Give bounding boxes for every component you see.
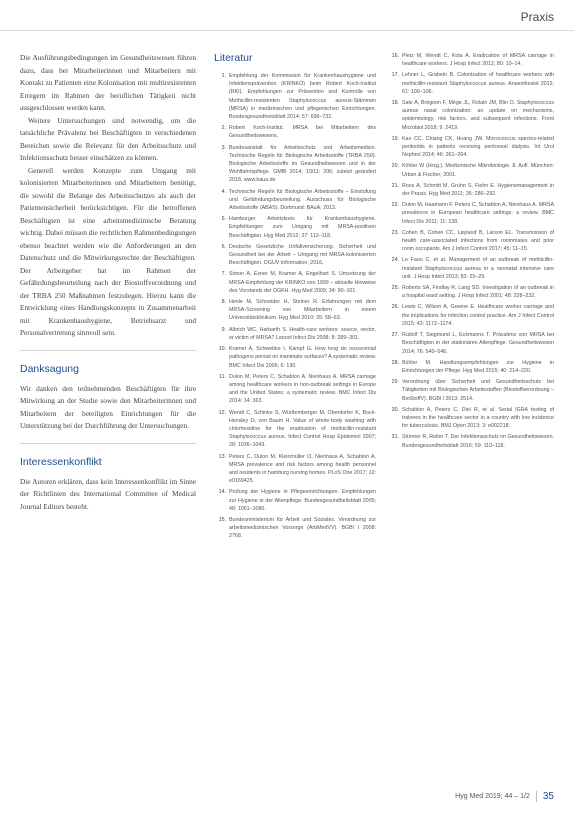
- reference-text: Empfehlung der Kommission für Krankenhaushygiene und Infektionsprävention (KRINKO) beim Robert Koch-Institut (RKI). Empfehlungen zur Prävention und Kontrolle von Methicillin-resistenten Staphylococcus aureus-Stämmen (MRSA) in medizinischen und pflegerischen Einrichtungen. Bundesgesundheitsblatt 2014; 57: 696–732.: [229, 73, 376, 121]
- reference-item: [387, 406, 554, 431]
- reference-number: 6.: [221, 243, 226, 250]
- reference-number: 20.: [391, 163, 399, 170]
- acknowledgement-heading: Danksagung: [20, 362, 79, 375]
- reference-list: [387, 52, 554, 450]
- reference-item: [387, 71, 554, 96]
- reference-text: Prüfung der Hygiene in Pflegeeinrichtungen. Empfehlungen zur Hygiene in der Altenpflege. Bundesgesundheitsblatt 2005; 48: 1061–1080.: [229, 489, 376, 512]
- reference-item: [214, 298, 376, 323]
- reference-item: [387, 433, 554, 449]
- reference-item: [387, 284, 554, 300]
- reference-item: [387, 331, 554, 356]
- reference-number: 13.: [218, 453, 226, 460]
- section-divider: [20, 350, 196, 351]
- references-column-1: [214, 52, 376, 544]
- reference-number: 31.: [391, 434, 399, 441]
- reference-number: 21.: [391, 182, 399, 189]
- page-footer: [455, 791, 554, 802]
- conflict-heading: Interessenkonflikt: [20, 455, 102, 468]
- reference-text: Hamburger Arbeitskreis für Krankenhaushygiene. Empfehlungen zum Umgang mit MRSA-positiven Beschäftigten. Hyg Med 2012; 37: 112–118.: [229, 216, 376, 239]
- reference-number: 1.: [221, 73, 226, 79]
- reference-text: Henle M, Schneider H, Steiner R. Erfahrungen mit dem MRSA-Screening von Mitarbeitern in einem Universitätsklinikum. Hyg Med 2010; 35: 58–63.: [229, 299, 376, 322]
- reference-text: Schablon A, Peters C, Diel R, et al. Serial IGRA testing of trainees in the healthcare sector in a country with low incidence for tuberculosis. BMJ Open 2013; 3: e002218.: [402, 406, 554, 430]
- references-column-2: [387, 52, 554, 453]
- reference-number: 15.: [218, 516, 226, 523]
- reference-item: [214, 243, 376, 268]
- reference-number: 12.: [218, 409, 226, 416]
- reference-text: Stürmer R, Reiter T. Der Infektionsschutz im Gesundheitswesen. Bundesgesundheitsblatt 2016; 59: 110–118.: [402, 434, 554, 449]
- reference-number: 30.: [391, 406, 399, 413]
- reference-text: Verordnung über Sicherheit und Gesundheitsschutz bei Tätigkeiten mit Biologischen Arbeitsstoffen (Biostoffverordnung – BioStoffV). BGBl I 2013: 2514.: [402, 379, 554, 402]
- reference-text: Roberts SA, Findlay R, Lang SD. Investigation of an outbreak in a hospital ward setting. J Hosp Infect 2001; 48: 228–232.: [402, 285, 554, 300]
- page-number: 35: [536, 791, 554, 802]
- reference-number: 19.: [391, 135, 399, 142]
- reference-number: 18.: [391, 100, 399, 107]
- reference-number: 7.: [221, 271, 226, 278]
- reference-text: Bühler M. Handlungsempfehlungen zur Hygiene in Einrichtungen der Pflege. Hyg Med 2015; 40: 214–220.: [402, 359, 554, 374]
- reference-text: Rudolf T, Siegmund L, Eckmanns T. Prävalenz von MRSA bei Beschäftigten in der stationären Altenpflege. Gesundheitswesen 2014; 76: 540–546.: [402, 332, 554, 355]
- reference-number: 22.: [391, 202, 399, 209]
- reference-number: 5.: [221, 216, 226, 223]
- reference-text: Köhler W (Hrsg.). Medizinische Mikrobiologie. 8. Aufl. München: Urban & Fischer; 2001.: [402, 163, 554, 178]
- reference-number: 3.: [221, 144, 226, 151]
- reference-text: Kao CC, Chiang CK, Huang JW. Micrococcus species-related peritonitis in patients receiving peritoneal dialysis. Int Urol Nephrol 2014; 46: 261–264.: [402, 135, 554, 159]
- reference-text: Dulon M, Peters C, Schablon A, Nienhaus A. MRSA carriage among healthcare workers in non-outbreak settings in Europe and the United States: a systematic review. BMC Infect Dis 2014; 14: 363.: [229, 373, 376, 405]
- reference-item: [387, 229, 554, 254]
- reference-number: 2.: [221, 125, 226, 132]
- body-paragraph: Weitere Untersuchungen sind notwendig, um die tatsächliche Prävalenz bei Beschäftigten in verschiedenen Bereichen sowie die Relevanz für den Arbeitsschutz und Infektionsschutz besser einschätzen zu können.: [20, 115, 196, 162]
- reference-number: 26.: [391, 304, 399, 311]
- reference-number: 14.: [218, 489, 226, 496]
- reference-item: [387, 162, 554, 178]
- reference-text: Wendt C, Schinke S, Württemberger M, Oberdorfer K, Bock-Hensley O, von Baum H. Value of whole-body washing with chlorhexidine for the eradication of methicillin-resistant Staphylococcus aureus. Infect Control Hosp Epidemiol 2007; 28: 1036–1043.: [229, 409, 376, 449]
- reference-number: 29.: [391, 379, 399, 386]
- reference-item: [214, 453, 376, 486]
- reference-item: [387, 359, 554, 375]
- section-divider: [20, 443, 196, 444]
- reference-item: [214, 270, 376, 295]
- reference-number: 28.: [391, 359, 399, 366]
- reference-text: Peters C, Dulon M, Kleinmüller O, Nienhaus A, Schablon A. MRSA prevalence and risk factors among health personnel and residents in hamburg nursing homes. PLoS One 2017; 12: e0169425.: [229, 453, 376, 485]
- body-paragraph: Die Ausführungsbedingungen im Gesundheitswesen führen dazu, dass bei Mitarbeiterinnen und Mitarbeitern mit Kontakt zu Patienten eine Kolonisation mit multiresistenten Erregern im Rahmen der beruflichen Tätigkeit nicht ausgeschlossen werden kann.: [20, 53, 196, 112]
- reference-number: 8.: [221, 299, 226, 306]
- left-column: [20, 52, 196, 513]
- reference-item: [214, 215, 376, 240]
- reference-text: Deutsche Gesetzliche Unfallversicherung. Sicherheit und Gesundheit bei der Arbeit – Umgang mit MRSA-kolonisierten Beschäftigten. DGUV Information; 2016.: [229, 243, 376, 267]
- reference-text: Kramer A, Schwebke I, Kampf G. How long do nosocomial pathogens persist on inanimate surfaces? A systematic review. BMC Infect Dis 2006; 6: 130.: [229, 346, 376, 369]
- reference-number: 23.: [391, 229, 399, 236]
- reference-item: [387, 201, 554, 226]
- reference-text: Bundesministerium für Arbeit und Soziales. Verordnung zur arbeitsmedizinischen Vorsorge (ArbMedVV). BGBl I 2008: 2768.: [229, 516, 376, 540]
- reference-item: [387, 99, 554, 132]
- reference-number: 25.: [391, 285, 399, 292]
- header-rule: [0, 30, 574, 31]
- reference-item: [387, 182, 554, 198]
- reference-item: [387, 256, 554, 281]
- reference-text: Simon A, Exner M, Kramer A, Engelhart S. Umsetzung der MRSA-Empfehlung der KRINKO von 1999 – aktuelle Hinweise des Vorstands der DGKH. Hyg Med 2009; 34: 90–101.: [229, 271, 376, 294]
- reference-text: Cohen B, Cohen CC, Løyland B, Larson EL. Transmission of health care-associated infections from roommates and prior room occupants. Am J Infect Control 2017; 45: 11–15.: [402, 229, 554, 253]
- references-heading: Literatur: [214, 52, 253, 64]
- reference-text: Lewis C, Wilson A, Greene E. Healthcare worker carriage and the implications for infection control practice. Am J Infect Control 2015; 43: 1172–1174.: [402, 304, 554, 327]
- reference-text: Le Faou C, et al. Management of an outbreak of methicillin-resistant Staphylococcus aureus in a neonatal intensive care unit. J Hosp Infect 2013; 83: 25–29.: [402, 257, 554, 280]
- reference-item: [387, 52, 554, 68]
- reference-item: [214, 409, 376, 450]
- body-paragraph: Generell werden Konzepte zum Umgang mit kolonisierten Mitarbeiterinnen und Mitarbeitern benötigt, die sowohl die Belange des Arbeitsschutzes als auch der Patientensicherheit berücksichtigen. Für die betroffenen Beschäftigten ist eine arbeitsmedizinische Beratung wichtig. Dabei müssen die rechtlichen Rahmenbedingungen ebenso beachtet werden wie die Anforderungen an den Datenschutz und die Mitwirkungsrechte der Beschäftigten. Der Arbeitgeber hat im Rahmen der Gefährdungsbeurteilung nach der Biostoffverordnung und der TRBA 250 Maßnahmen festzulegen. Hierzu kann die Entwicklung eines Handlungskonzepts in Zusammenarbeit mit Krankenhaushygiene, Betriebsarzt und Personalvertretung sinnvoll sein.: [20, 165, 196, 337]
- conflict-text: Die Autoren erklären, dass kein Interessenkonflikt im Sinne der Richtlinien des International Committee of Medical Journal Editors besteht.: [20, 476, 196, 511]
- reference-text: Lehner L, Grabein B. Colonization of healthcare workers with methicillin-resistant Staphylococcus aureus. Anaesthesist 2012; 61: 100–106.: [402, 72, 554, 95]
- reference-item: [387, 135, 554, 160]
- reference-item: [214, 516, 376, 541]
- reference-number: 10.: [218, 346, 226, 353]
- reference-text: Bundesanstalt für Arbeitsschutz und Arbeitsmedizin. Technische Regeln für Biologische Arbeitsstoffe (TRBA 250). Biologische Arbeitsstoffe im Gesundheitswesen und in der Wohlfahrtspflege. GMBl 2014; 10/11: 206; zuletzt geändert 2018. www.baua.de: [229, 144, 376, 184]
- reference-item: [214, 144, 376, 185]
- reference-text: Albrich WC, Harbarth S. Health-care workers: source, vector, or victim of MRSA? Lancet Infect Dis 2008; 8: 289–301.: [229, 326, 376, 341]
- reference-number: 4.: [221, 188, 226, 195]
- reference-item: [214, 345, 376, 370]
- reference-item: [214, 72, 376, 121]
- reference-text: Dulon M, Haamann F, Peters C, Schablon A, Nienhaus A. MRSA prevalence in European healthcare settings: a review. BMC Infect Dis 2011; 11: 138.: [402, 202, 554, 225]
- section-label: Praxis: [520, 10, 554, 24]
- journal-citation: Hyg Med 2019; 44 – 1/2: [455, 793, 530, 800]
- reference-list: [214, 72, 376, 541]
- reference-number: 9.: [221, 326, 226, 333]
- reference-number: 24.: [391, 257, 399, 264]
- reference-item: [387, 378, 554, 403]
- reference-text: Robert Koch-Institut. MRSA bei Mitarbeitern des Gesundheitswesens.: [229, 125, 376, 140]
- reference-text: Roos A, Schmitt M, Gruhn S, Fiehn E. Hygienemanagement in der Praxis. Hyg Med 2011; 36: 286–292.: [402, 182, 554, 198]
- reference-number: 17.: [391, 72, 399, 79]
- reference-item: [214, 326, 376, 342]
- reference-item: [214, 488, 376, 513]
- reference-item: [214, 124, 376, 140]
- reference-item: [214, 188, 376, 213]
- reference-item: [387, 303, 554, 328]
- reference-text: Pletz M, Wendt C, Kola A. Eradication of MRSA carriage in healthcare workers. J Hosp Infect 2012; 80: 10–14.: [402, 53, 554, 68]
- reference-text: Technische Regeln für Biologische Arbeitsstoffe – Einstufung und Gefährdungsbeurteilung. Ausschuss für Biologische Arbeitsstoffe (ABAS). Dortmund: BAuA; 2013.: [229, 188, 376, 212]
- reference-text: Sakr A, Brégeon F, Mège JL, Rolain JM, Blin O. Staphylococcus aureus nasal colonization: an update on mechanisms, epidemiology, risk factors, and subsequent infections. Front Microbiol 2018; 9: 2419.: [402, 100, 554, 131]
- reference-number: 11.: [219, 373, 226, 380]
- acknowledgement-text: Wir danken den teilnehmenden Beschäftigten für ihre Mitwirkung an der Studie sowie den Mitarbeiterinnen und Mitarbeitern der beteiligten Einrichtungen für die Unterstützung bei der Durchführung der Untersuchungen.: [20, 383, 196, 430]
- reference-number: 27.: [391, 332, 399, 339]
- reference-number: 16.: [391, 53, 399, 59]
- reference-item: [214, 373, 376, 406]
